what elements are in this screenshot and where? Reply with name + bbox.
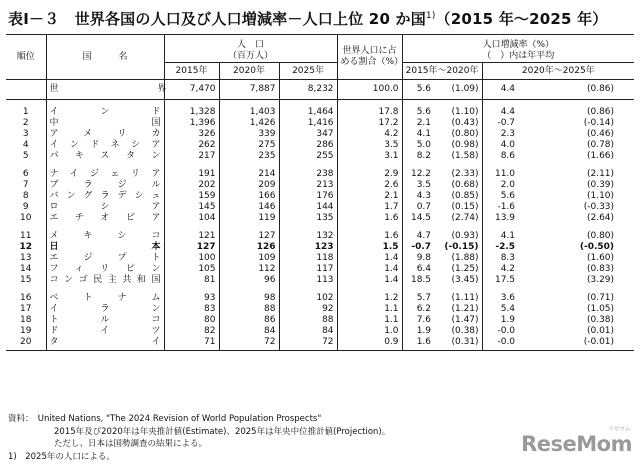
- pop-2015: 1,328: [164, 107, 219, 118]
- header-period-2: 2020年～2025年: [482, 63, 634, 80]
- pop-2025: 286: [279, 140, 337, 151]
- table-row: [6, 151, 634, 162]
- pop-2020: 339: [219, 129, 279, 140]
- growth-2020-2025: 4.0: [482, 140, 518, 151]
- pop-2025: 123: [279, 242, 337, 253]
- country-name: ドイツ: [46, 326, 164, 337]
- world-name: 世 界: [46, 80, 164, 100]
- world-share-cell: 1.6: [337, 231, 402, 242]
- growth-2015-2020-annual: (1.25): [451, 264, 479, 274]
- table-row: [6, 337, 634, 351]
- growth-2015-2020: 8.2: [402, 151, 434, 162]
- growth-2015-2020-annual: (2.33): [451, 169, 479, 179]
- pop-2020: 1,426: [219, 118, 279, 129]
- pop-2015: 104: [164, 213, 219, 224]
- growth-2015-2020: 4.3: [402, 191, 434, 202]
- pop-2015: 217: [164, 151, 219, 162]
- header-population: [164, 35, 337, 63]
- growth-2020-2025-annual: (0.38): [586, 315, 615, 325]
- growth-2020-2025: 8.6: [482, 151, 518, 162]
- table-row: [6, 107, 634, 118]
- pop-2025: 84: [279, 326, 337, 337]
- pop-2015: 100: [164, 253, 219, 264]
- pop-2020: 98: [219, 293, 279, 304]
- growth-2015-2020: 9.8: [402, 253, 434, 264]
- country-name: ナイジェリア: [46, 169, 164, 180]
- growth-2020-2025: 4.2: [482, 264, 518, 275]
- pop-2015: 1,396: [164, 118, 219, 129]
- country-name: イラン: [46, 304, 164, 315]
- growth-2015-2020: 1.6: [402, 337, 434, 351]
- note-estimate: 2015年及び2020年は年央推計値(Estimate)、2025年は年央中位推計値(Projection)。: [54, 426, 391, 437]
- table-row: [6, 118, 634, 129]
- country-name: エチオピア: [46, 213, 164, 224]
- growth-2020-2025-annual: (3.29): [586, 275, 615, 285]
- pop-2020: 109: [219, 253, 279, 264]
- pop-2015: 71: [164, 337, 219, 351]
- world-growth-1: 5.6: [402, 80, 434, 100]
- table-row: [6, 275, 634, 286]
- growth-2020-2025-annual: (0.78): [586, 140, 615, 150]
- pop-2025: 238: [279, 169, 337, 180]
- growth-2020-2025-annual: (0.46): [586, 129, 615, 139]
- rank-cell: 16: [20, 293, 32, 303]
- growth-2020-2025-annual: (1.10): [586, 191, 615, 201]
- growth-2015-2020-annual: (0.38): [451, 326, 479, 336]
- growth-2020-2025-annual: (1.66): [586, 151, 615, 161]
- pop-2015: 93: [164, 293, 219, 304]
- pop-2025: 72: [279, 337, 337, 351]
- world-share: 100.0: [337, 80, 402, 100]
- growth-2015-2020: 18.5: [402, 275, 434, 286]
- pop-2015: 202: [164, 180, 219, 191]
- pop-2025: 113: [279, 275, 337, 286]
- pop-2015: 81: [164, 275, 219, 286]
- world-share-cell: 2.9: [337, 169, 402, 180]
- country-name: アメリカ: [46, 129, 164, 140]
- country-name: メキシコ: [46, 231, 164, 242]
- table-row: [6, 191, 634, 202]
- pop-2020: 209: [219, 180, 279, 191]
- pop-2020: 88: [219, 304, 279, 315]
- growth-2015-2020-annual: (3.45): [451, 275, 479, 285]
- growth-2015-2020: 0.7: [402, 202, 434, 213]
- growth-2015-2020: 3.5: [402, 180, 434, 191]
- growth-2015-2020: 2.1: [402, 118, 434, 129]
- rank-cell: 2: [22, 118, 29, 128]
- world-share-cell: 0.9: [337, 337, 402, 351]
- table-row: [6, 264, 634, 275]
- pop-2020: 146: [219, 202, 279, 213]
- pop-2015: 127: [164, 242, 219, 253]
- note-footnote: 1) 2025年の人口による。: [8, 451, 115, 462]
- population-table: [6, 34, 634, 351]
- world-share-cell: 1.5: [337, 242, 402, 253]
- rank-cell: 19: [20, 326, 32, 336]
- header-growth: [402, 35, 634, 63]
- growth-2015-2020-annual: (0.80): [451, 129, 479, 139]
- growth-2015-2020-annual: (1.58): [451, 151, 479, 161]
- world-share-cell: 4.2: [337, 129, 402, 140]
- growth-2020-2025-annual: (1.60): [586, 253, 615, 263]
- note-japan: ただし、日本は国勢調査の結果による。: [54, 439, 208, 449]
- pop-2015: 82: [164, 326, 219, 337]
- growth-2015-2020-annual: (0.43): [451, 118, 479, 128]
- world-pop-2015: 7,470: [164, 80, 219, 100]
- world-share-cell: 1.4: [337, 253, 402, 264]
- header-share-line2: める割合（%）: [340, 57, 404, 67]
- table-row: [6, 169, 634, 180]
- growth-2015-2020: 6.2: [402, 304, 434, 315]
- header-growth-line2: （ ）内は年平均: [482, 51, 555, 61]
- growth-2020-2025: 1.9: [482, 315, 518, 326]
- growth-2020-2025-annual: (0.71): [586, 293, 615, 303]
- pop-2020: 84: [219, 326, 279, 337]
- table-row: [6, 231, 634, 242]
- growth-2020-2025-annual: (-0.01): [518, 337, 634, 351]
- country-name: パキスタン: [46, 151, 164, 162]
- pop-2025: 144: [279, 202, 337, 213]
- world-share-cell: 1.4: [337, 275, 402, 286]
- header-2015: 2015年: [164, 63, 219, 80]
- pop-2015: 326: [164, 129, 219, 140]
- country-name: トルコ: [46, 315, 164, 326]
- resemom-logo: [521, 426, 632, 456]
- growth-2020-2025-annual: (-0.14): [583, 118, 615, 128]
- rank-cell: 11: [20, 231, 32, 241]
- world-row: [6, 80, 634, 100]
- table-title-text: 表Ⅰ－３ 世界各国の人口及び人口増減率－人口上位 20 か国: [8, 10, 426, 28]
- rank-cell: 8: [22, 191, 29, 201]
- pop-2015: 262: [164, 140, 219, 151]
- rank-cell: 3: [22, 129, 29, 139]
- pop-2025: 1,416: [279, 118, 337, 129]
- world-share-cell: 1.1: [337, 315, 402, 326]
- pop-2025: 118: [279, 253, 337, 264]
- growth-2015-2020: 6.4: [402, 264, 434, 275]
- growth-2015-2020-annual: (1.11): [451, 293, 479, 303]
- pop-2020: 119: [219, 213, 279, 224]
- growth-2020-2025-annual: (0.39): [586, 180, 615, 190]
- pop-2020: 96: [219, 275, 279, 286]
- growth-2015-2020: 7.6: [402, 315, 434, 326]
- table-row: [6, 129, 634, 140]
- world-share-cell: 17.8: [337, 107, 402, 118]
- note-source: 資料： United Nations, "The 2024 Revision of World Population Prospects": [8, 414, 322, 424]
- growth-2020-2025: 2.3: [482, 129, 518, 140]
- table-row: [6, 326, 634, 337]
- growth-2020-2025: -2.5: [482, 242, 518, 253]
- world-share-cell: 1.6: [337, 213, 402, 224]
- growth-2015-2020: 4.7: [402, 231, 434, 242]
- table-title: [8, 8, 608, 29]
- world-share-cell: 3.1: [337, 151, 402, 162]
- pop-2025: 176: [279, 191, 337, 202]
- growth-2020-2025: 3.6: [482, 293, 518, 304]
- growth-2020-2025: 4.4: [482, 107, 518, 118]
- table-row: [6, 253, 634, 264]
- growth-2020-2025: 11.0: [482, 169, 518, 180]
- rank-cell: 10: [20, 213, 32, 223]
- growth-2020-2025-annual: (0.80): [586, 231, 615, 241]
- rank-cell: 14: [20, 264, 32, 274]
- pop-2025: 132: [279, 231, 337, 242]
- growth-2015-2020: -0.7: [402, 242, 434, 253]
- growth-2020-2025-annual: (-0.50): [579, 242, 615, 252]
- rank-cell: 13: [20, 253, 32, 263]
- world-share-cell: 1.0: [337, 326, 402, 337]
- table-row: [6, 242, 634, 253]
- pop-2020: 275: [219, 140, 279, 151]
- pop-2020: 86: [219, 315, 279, 326]
- country-name: インドネシア: [46, 140, 164, 151]
- growth-2020-2025: -0.0: [482, 326, 518, 337]
- growth-2015-2020-annual: (0.98): [451, 140, 479, 150]
- growth-2020-2025-annual: (0.83): [586, 264, 615, 274]
- table-row: [6, 315, 634, 326]
- country-name: 中国: [46, 118, 164, 129]
- growth-2020-2025: 17.5: [482, 275, 518, 286]
- pop-2020: 235: [219, 151, 279, 162]
- pop-2020: 214: [219, 169, 279, 180]
- world-growth-1-annual: (1.09): [434, 80, 482, 100]
- table-row: [6, 140, 634, 151]
- country-name: インド: [46, 107, 164, 118]
- growth-2020-2025: 5.4: [482, 304, 518, 315]
- world-pop-2020: 7,887: [219, 80, 279, 100]
- country-name: タイ: [46, 337, 164, 351]
- growth-2015-2020-annual: (1.47): [451, 315, 479, 325]
- pop-2020: 166: [219, 191, 279, 202]
- world-growth-2: 4.4: [482, 80, 518, 100]
- growth-2020-2025-annual: (0.86): [586, 107, 615, 117]
- growth-2015-2020: 1.9: [402, 326, 434, 337]
- growth-2020-2025: 2.0: [482, 180, 518, 191]
- growth-2020-2025: 4.1: [482, 231, 518, 242]
- growth-2020-2025-annual: (1.05): [586, 304, 615, 314]
- logo-text: ReseMom: [521, 432, 632, 456]
- header-2020: 2020年: [219, 63, 279, 80]
- growth-2020-2025: -0.7: [482, 118, 518, 129]
- country-name: バングラデシュ: [46, 191, 164, 202]
- world-share-cell: 17.2: [337, 118, 402, 129]
- header-population-line2: （百万人）: [228, 51, 274, 61]
- pop-2015: 159: [164, 191, 219, 202]
- rank-cell: 9: [22, 202, 29, 212]
- header-population-line1: 人 口: [237, 40, 265, 50]
- table-row: [6, 180, 634, 191]
- growth-2015-2020: 5.0: [402, 140, 434, 151]
- growth-2015-2020: 14.5: [402, 213, 434, 224]
- pop-2025: 347: [279, 129, 337, 140]
- pop-2020: 127: [219, 231, 279, 242]
- title-footnote-mark: 1): [425, 11, 436, 21]
- growth-2015-2020-annual: (-0.15): [444, 242, 479, 252]
- pop-2020: 112: [219, 264, 279, 275]
- country-name: エジプト: [46, 253, 164, 264]
- pop-2015: 191: [164, 169, 219, 180]
- group-spacer: [6, 224, 634, 231]
- growth-2020-2025-annual: (0.01): [586, 326, 615, 336]
- growth-2020-2025: -0.0: [482, 337, 518, 351]
- table-row: [6, 202, 634, 213]
- rank-cell: 18: [20, 315, 32, 325]
- rank-cell: 20: [6, 337, 46, 351]
- country-name: ブラジル: [46, 180, 164, 191]
- pop-2025: 92: [279, 304, 337, 315]
- growth-2015-2020-annual: (0.31): [434, 337, 482, 351]
- growth-2015-2020: 5.7: [402, 293, 434, 304]
- rank-cell: 17: [20, 304, 32, 314]
- header-growth-line1: 人口増減率（%）: [482, 40, 555, 50]
- table-row: [6, 293, 634, 304]
- pop-2025: 1,464: [279, 107, 337, 118]
- country-name: 日本: [46, 242, 164, 253]
- pop-2020: 126: [219, 242, 279, 253]
- group-spacer: [6, 100, 634, 108]
- country-name: フィリピン: [46, 264, 164, 275]
- pop-2015: 121: [164, 231, 219, 242]
- pop-2020: 1,403: [219, 107, 279, 118]
- growth-2020-2025: 13.9: [482, 213, 518, 224]
- group-spacer: [6, 286, 634, 293]
- world-share-cell: 1.7: [337, 202, 402, 213]
- pop-2015: 83: [164, 304, 219, 315]
- table-notes: [8, 413, 390, 463]
- world-share-cell: 1.4: [337, 264, 402, 275]
- pop-2025: 102: [279, 293, 337, 304]
- world-share-cell: 1.2: [337, 293, 402, 304]
- country-name: ベトナム: [46, 293, 164, 304]
- pop-2015: 105: [164, 264, 219, 275]
- growth-2020-2025: 5.6: [482, 191, 518, 202]
- growth-2020-2025: 8.3: [482, 253, 518, 264]
- table-row: [6, 304, 634, 315]
- pop-2025: 255: [279, 151, 337, 162]
- rank-cell: 12: [19, 242, 33, 252]
- title-years: （2015 年～2025 年）: [435, 10, 608, 28]
- growth-2015-2020: 5.6: [402, 107, 434, 118]
- growth-2015-2020-annual: (1.10): [451, 107, 479, 117]
- header-2025: 2025年: [279, 63, 337, 80]
- header-period-1: 2015年～2020年: [402, 63, 482, 80]
- world-pop-2025: 8,232: [279, 80, 337, 100]
- pop-2025: 135: [279, 213, 337, 224]
- header-share: [337, 35, 402, 80]
- growth-2015-2020: 12.2: [402, 169, 434, 180]
- group-spacer: [6, 162, 634, 169]
- world-share-cell: 2.1: [337, 191, 402, 202]
- pop-2025: 117: [279, 264, 337, 275]
- growth-2015-2020-annual: (0.85): [451, 191, 479, 201]
- world-share-cell: 2.6: [337, 180, 402, 191]
- growth-2015-2020-annual: (2.74): [451, 213, 479, 223]
- pop-2025: 213: [279, 180, 337, 191]
- rank-cell: 5: [22, 151, 29, 161]
- growth-2015-2020-annual: (0.93): [451, 231, 479, 241]
- growth-2020-2025-annual: (2.64): [586, 213, 615, 223]
- header-rank: 順位: [6, 35, 46, 80]
- country-name: ロシア: [46, 202, 164, 213]
- rank-cell: 6: [22, 169, 29, 179]
- header-country: 国 名: [46, 35, 164, 80]
- logo-caption: リセマム: [608, 426, 630, 433]
- pop-2025: 88: [279, 315, 337, 326]
- rank-cell: 1: [22, 107, 29, 117]
- growth-2020-2025: -1.6: [482, 202, 518, 213]
- growth-2015-2020-annual: (0.68): [451, 180, 479, 190]
- growth-2015-2020-annual: (0.15): [451, 202, 479, 212]
- header-row-1: [6, 35, 634, 63]
- growth-2015-2020: 4.1: [402, 129, 434, 140]
- pop-2015: 80: [164, 315, 219, 326]
- growth-2020-2025-annual: (2.11): [586, 169, 615, 179]
- country-name: コンゴ民主共和国: [46, 275, 164, 286]
- rank-cell: 4: [22, 140, 29, 150]
- growth-2015-2020-annual: (1.21): [451, 304, 479, 314]
- pop-2015: 145: [164, 202, 219, 213]
- world-share-cell: 3.5: [337, 140, 402, 151]
- world-share-cell: 1.1: [337, 304, 402, 315]
- growth-2015-2020-annual: (1.88): [451, 253, 479, 263]
- rank-cell: 7: [22, 180, 29, 190]
- world-growth-2-annual: (0.86): [518, 80, 634, 100]
- header-share-line1: 世界人口に占: [342, 46, 397, 56]
- table-row: [6, 213, 634, 224]
- rank-cell: 15: [20, 275, 32, 285]
- pop-2020: 72: [219, 337, 279, 351]
- growth-2020-2025-annual: (-0.33): [583, 202, 615, 212]
